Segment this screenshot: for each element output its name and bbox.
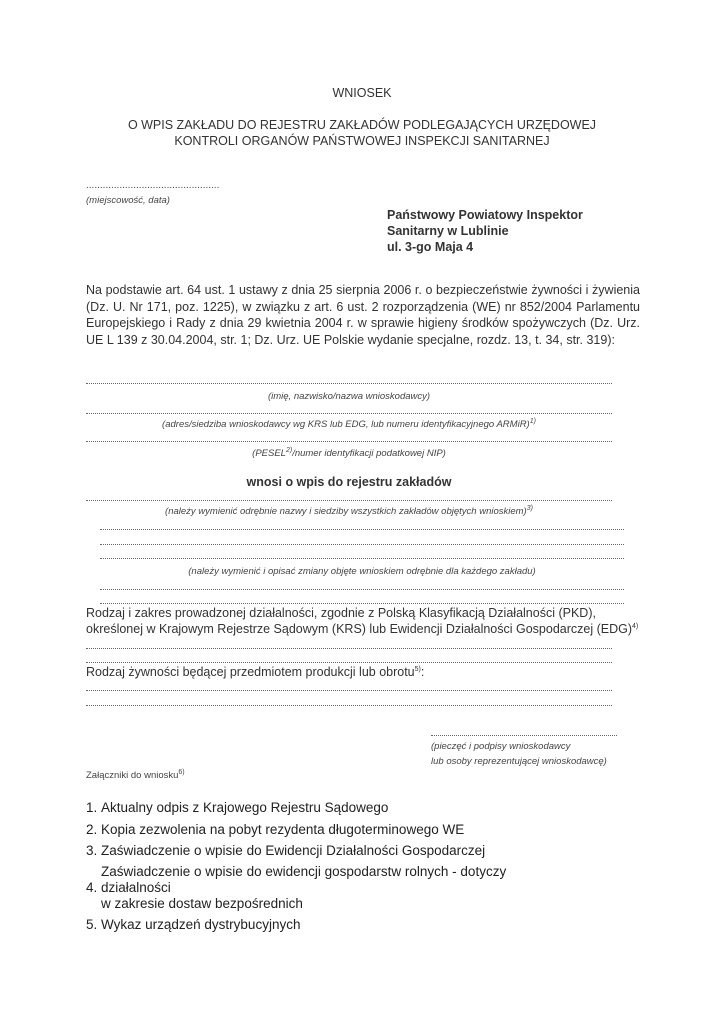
attachment-item-2: 2. Kopia zezwolenia na pobyt rezydenta długoterminowego WE <box>86 822 465 837</box>
signature-label-line1: (pieczęć i podpisy wnioskodawcy <box>431 741 571 752</box>
applicant-address-label: (adres/siedziba wnioskodawcy wg KRS lub EDG, lub numeru identyfikacyjnego ARMiR)$^{1)}$ <box>162 417 536 430</box>
food-label: Rodzaj żywności będącej przedmiotem produkcji lub obrotu$^{5)}$: <box>86 665 425 679</box>
attachment-item-4-line3: w zakresie dostaw bezpośrednich <box>101 896 303 911</box>
changes-line-5[interactable] <box>100 603 624 604</box>
attachment-item-4-line1: Zaświadczenie o wpisie do ewidencji gospodarstw rolnych - dotyczy <box>101 864 507 879</box>
applicant-name-label: (imię, nazwisko/nazwa wnioskodawcy) <box>267 391 431 402</box>
changes-line-4[interactable] <box>100 589 624 590</box>
establishments-line[interactable] <box>86 500 612 501</box>
attachment-item-4: 4. działalności <box>86 880 171 895</box>
place-date-dots: ................................................ <box>86 180 220 191</box>
attachment-item-5: 5. Wykaz urządzeń dystrybucyjnych <box>86 917 301 932</box>
changes-label: (należy wymienić i opisać zmiany objęte wnioskiem odrębnie dla każdego zakładu) <box>188 566 536 577</box>
recipient-line1: Państwowy Powiatowy Inspektor <box>387 208 583 222</box>
activity-entry-line-1[interactable] <box>86 648 612 649</box>
applicant-name-line[interactable] <box>86 383 612 384</box>
intro-paragraph: Na podstawie art. 64 ust. 1 ustawy z dnia 25 sierpnia 2006 r. o bezpieczeństwie żywności i żywienia (Dz. U. Nr 171, poz. 1225), w związku z art. 6 ust. 2 rozporządzenia (WE) nr 852/2004 Parlamentu Europejskiego i Rady z dnia 29 kwietnia 2004 r. w sprawie higieny środków spożywczych (Dz. Urz. UE L 139 z 30.04.2004, str. 1; Dz. Urz. UE Polskie wydanie specjalne, rozdz. 13, t. 34, str. 319): <box>86 283 640 347</box>
food-entry-line-2[interactable] <box>86 705 612 706</box>
attachment-item-1: 1. Aktualny odpis z Krajowego Rejestru Sądowego <box>86 800 389 815</box>
document-title: WNIOSEK <box>332 86 392 100</box>
activity-line2: określonej w Krajowym Rejestrze Sądowym (KRS) lub Ewidencji Działalności Gospodarczej (EDG)$^{4)}$ <box>86 622 639 636</box>
pesel-nip-line[interactable] <box>86 441 612 442</box>
attachment-item-3: 3. Zaświadczenie o wpisie do Ewidencji Działalności Gospodarczej <box>86 843 486 858</box>
document-subtitle-line1: O WPIS ZAKŁADU DO REJESTRU ZAKŁADÓW PODLEGAJĄCYCH URZĘDOWEJ <box>127 118 597 132</box>
establishments-label: (należy wymienić odrębnie nazwy i siedziby wszystkich zakładów objętych wnioskiem)$^{3)}$ <box>165 504 533 517</box>
attachments-label: Załączniki do wniosku$^{6)}$ <box>86 768 185 781</box>
pesel-nip-label: (PESEL$^{2)}$/numer identyfikacji podatkowej NIP) <box>252 446 446 459</box>
activity-line1: Rodzaj i zakres prowadzonej działalności, zgodnie z Polską Klasyfikacją Działalności (PKD), <box>86 606 596 620</box>
changes-line-1[interactable] <box>100 529 624 530</box>
document-subtitle-line2: KONTROLI ORGANÓW PAŃSTWOWEJ INSPEKCJI SANITARNEJ <box>174 134 550 148</box>
request-heading: wnosi o wpis do rejestru zakładów <box>246 475 452 489</box>
place-date-label: (miejscowość, data) <box>86 195 170 206</box>
food-entry-line-1[interactable] <box>86 690 612 691</box>
signature-label-line2: lub osoby reprezentującej wnioskodawcę) <box>431 756 607 767</box>
activity-entry-line-2[interactable] <box>86 662 612 663</box>
recipient-line2: Sanitarny w Lublinie <box>387 224 509 238</box>
changes-line-2[interactable] <box>100 544 624 545</box>
applicant-address-line[interactable] <box>86 413 612 414</box>
signature-line[interactable] <box>431 735 617 736</box>
changes-line-3[interactable] <box>100 558 624 559</box>
recipient-line3: ul. 3-go Maja 4 <box>387 240 474 254</box>
